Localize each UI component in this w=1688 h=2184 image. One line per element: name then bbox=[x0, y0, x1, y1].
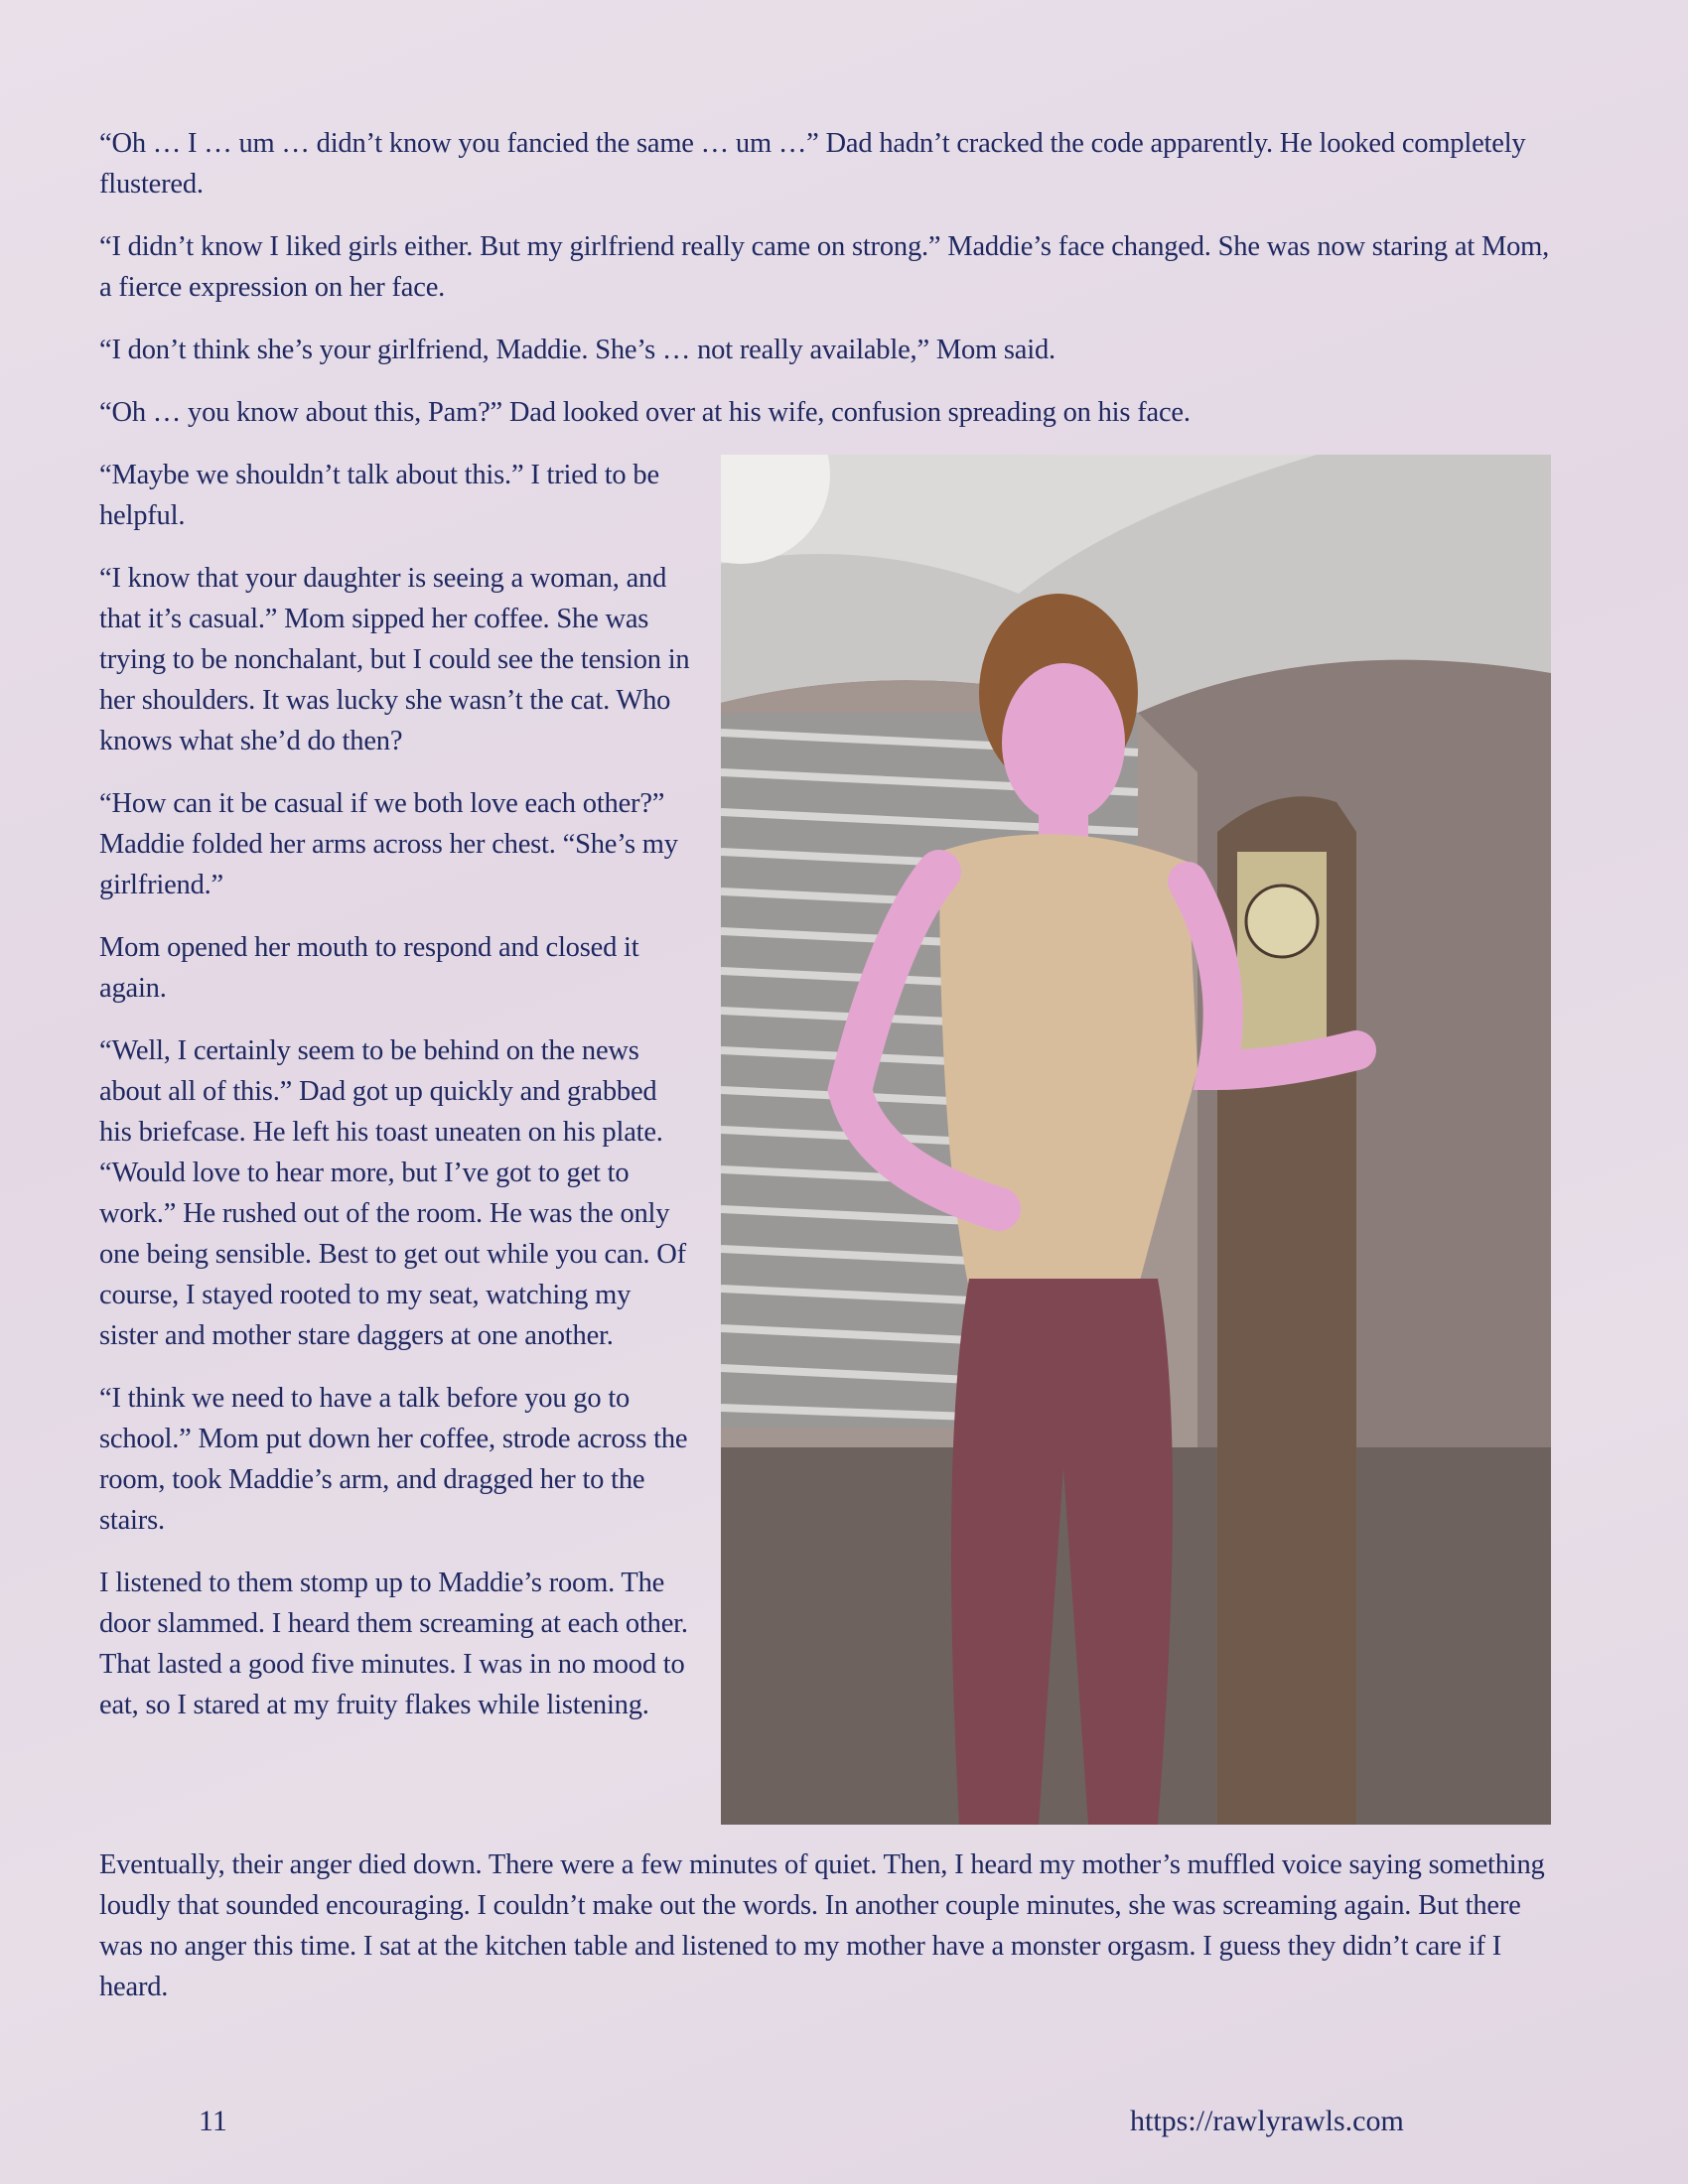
paragraph: I listened to them stomp up to Maddie’s room. The door slammed. I heard them screaming at each other. That lasted a good five minutes. I was in no mood to eat, so I stared at my fruity flakes while listening. bbox=[99, 1568, 688, 1720]
paragraph: “I think we need to have a talk before you go to school.” Mom put down her coffee, strode across the room, took Maddie’s arm, and dragged her to the stairs. bbox=[99, 1383, 688, 1536]
illustration bbox=[721, 455, 1551, 1825]
illustration-drawing bbox=[721, 455, 1551, 1825]
paragraph: “Oh … I … um … didn’t know you fancied the same … um …” Dad hadn’t cracked the code apparently. He looked completely flustered. bbox=[99, 128, 1526, 200]
paragraph: “Maybe we shouldn’t talk about this.” I tried to be helpful. bbox=[99, 460, 659, 531]
page-number: 11 bbox=[199, 2105, 227, 2137]
paragraph: Eventually, their anger died down. There were a few minutes of quiet. Then, I heard my mother’s muffled voice saying something loudly that sounded encouraging. I couldn’t make out the words. In another couple minutes, she was screaming again. But there was no anger this time. I sat at the kitchen table and listened to my mother have a monster orgasm. I guess they didn’t care if I heard. bbox=[99, 1849, 1545, 2002]
paragraph: “Well, I certainly seem to be behind on the news about all of this.” Dad got up quickly and grabbed his briefcase. He left his toast uneaten on his plate. “Would love to hear more, but I’ve got to get to work.” He rushed out of the room. He was the only one being sensible. Best to get out while you can. Of course, I stayed rooted to my seat, watching my sister and mother stare daggers at one another. bbox=[99, 1035, 686, 1351]
paragraph: “I know that your daughter is seeing a woman, and that it’s casual.” Mom sipped her coffee. She was trying to be nonchalant, but I could see the tension in her shoulders. It was lucky she wasn’t the cat. Who knows what she’d do then? bbox=[99, 563, 690, 756]
grandfather-clock bbox=[1217, 796, 1356, 1825]
paragraph: “How can it be casual if we both love each other?” Maddie folded her arms across her chest. “She’s my girlfriend.” bbox=[99, 788, 678, 900]
website-url[interactable]: https://rawlyrawls.com bbox=[1130, 2105, 1404, 2137]
paragraph: Mom opened her mouth to respond and closed it again. bbox=[99, 932, 639, 1004]
paragraph: “I don’t think she’s your girlfriend, Maddie. She’s … not really available,” Mom said. bbox=[99, 335, 1055, 365]
paragraph: “Oh … you know about this, Pam?” Dad looked over at his wife, confusion spreading on his face. bbox=[99, 397, 1191, 428]
page-body bbox=[99, 123, 1551, 2029]
paragraph: “I didn’t know I liked girls either. But my girlfriend really came on strong.” Maddie’s face changed. She was now staring at Mom, a fierce expression on her face. bbox=[99, 231, 1550, 303]
